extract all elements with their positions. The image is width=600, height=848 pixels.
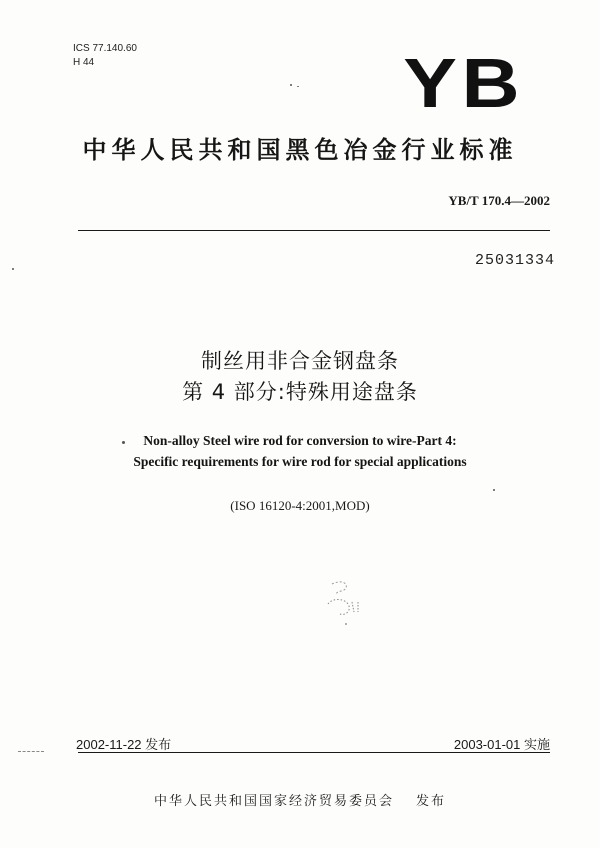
issuing-authority (0, 790, 600, 809)
classification-code: H 44 (73, 57, 95, 68)
iso-reference: (ISO 16120-4:2001,MOD) (230, 498, 370, 513)
speck (290, 84, 292, 86)
issue-action: 发布 (416, 794, 447, 809)
issuer-name: 中华人民共和国国家经济贸易委员会 (153, 794, 394, 809)
speck (12, 268, 14, 270)
scan-dash-mark (18, 751, 44, 752)
header-divider (78, 230, 550, 231)
publish-date: 2002-11-22 发布 (76, 737, 172, 752)
implement-date: 2003-01-01 实施 (453, 737, 550, 752)
speck (122, 441, 125, 444)
chinese-title-line-2: 第 4 部分:特殊用途盘条 (182, 380, 418, 404)
chinese-title-line-1: 制丝用非合金钢盘条 (201, 349, 399, 373)
english-title-line-2: Specific requirements for wire rod for special applications (133, 454, 467, 469)
yb-logo: YB (402, 44, 524, 122)
serial-number: 25031334 (474, 252, 555, 269)
ics-code: ICS 77.140.60 (73, 43, 137, 54)
faint-stamp-mark (318, 578, 378, 628)
english-title-line-1: Non-alloy Steel wire rod for conversion to wire-Part 4: (143, 433, 457, 448)
issuer-title: 中华人民共和国黑色冶金行业标准 (82, 136, 518, 164)
standard-number: YB/T 170.4—2002 (448, 193, 550, 208)
speck (297, 86, 299, 87)
dates-divider (78, 752, 550, 753)
speck (493, 489, 495, 491)
